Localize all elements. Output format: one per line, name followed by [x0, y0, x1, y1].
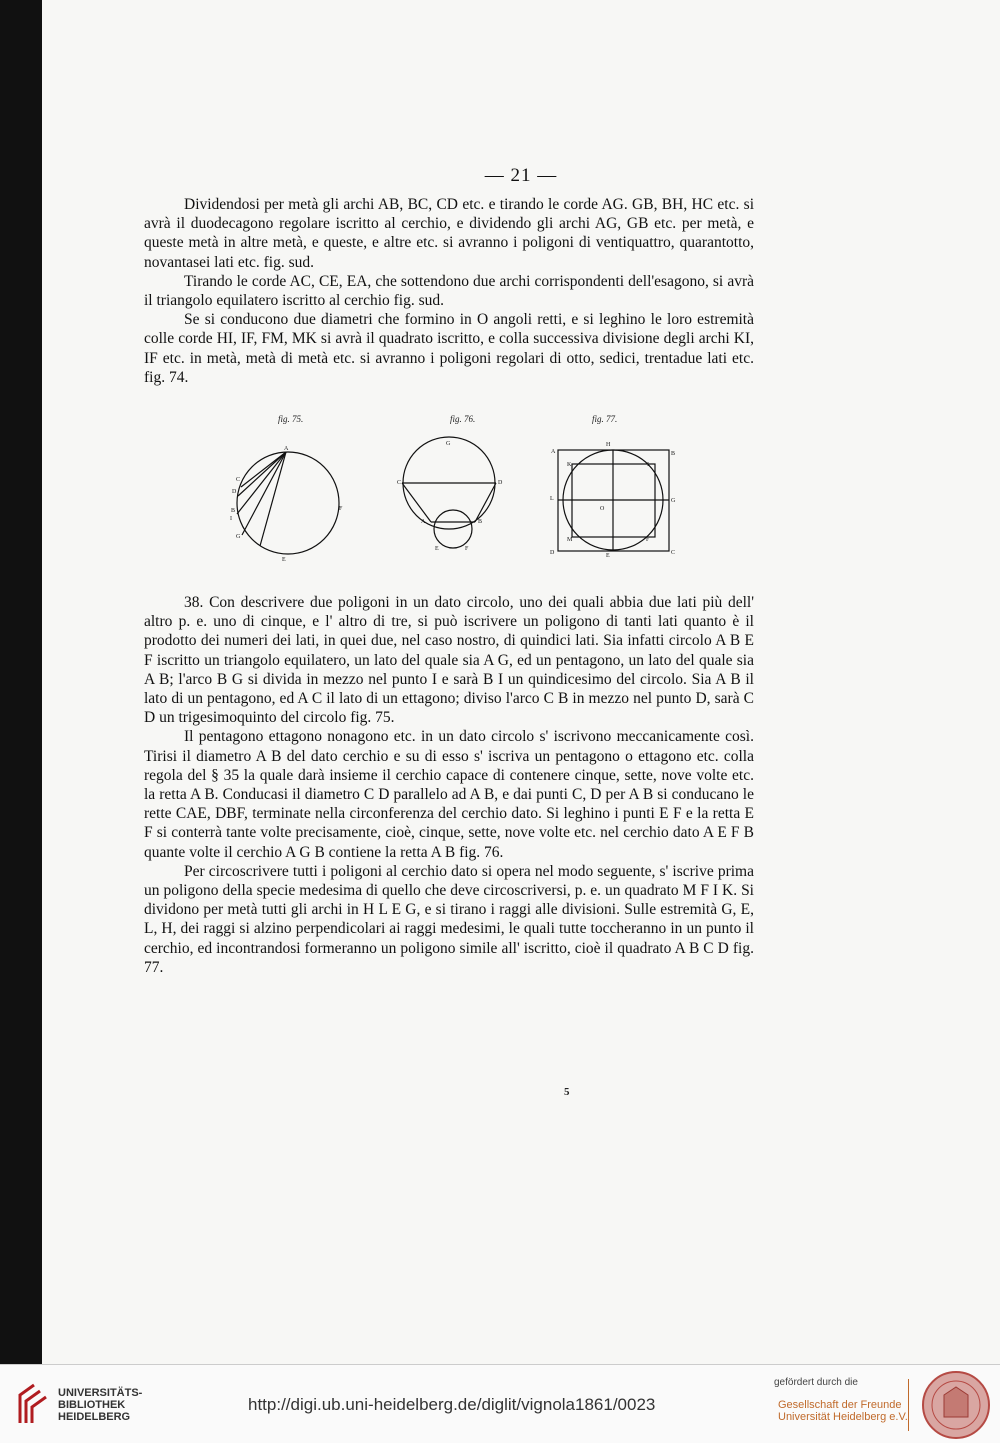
- page-number: — 21 —: [484, 165, 558, 186]
- fig77-point: I: [647, 462, 649, 468]
- fig75-point: F: [339, 506, 343, 512]
- fig76-caption: fig. 76.: [450, 414, 476, 424]
- permalink-url[interactable]: http://digi.ub.uni-heidelberg.de/diglit/vignola1861/0023: [248, 1395, 656, 1414]
- fig77-point: L: [550, 496, 554, 502]
- fig76-point: B: [478, 519, 483, 525]
- paragraph: Per circoscrivere tutti i poligoni al cerchio dato si opera nel modo seguente, s' iscrive prima un poligono della specie medesima di quello che deve circoscriversi, p. e. un quadrato M F I K. Si dividono per metà tutti gli archi in H L E G, e si tirano i raggi alle divisioni. Sulle estremità G, E, L, H, dei raggi si alzino perpendicolari ai raggi medesimi, le quali tutte toccheranno in un punto il cerchio, ed incontrandosi formeranno un poligono simile all' iscritto, cioè il quadrato A B C D fig. 77.: [144, 862, 754, 976]
- fig77-point: E: [606, 553, 610, 559]
- text-block-bottom: [144, 593, 754, 977]
- society-name-line: Universität Heidelberg e.V.: [778, 1411, 908, 1423]
- paragraph: Tirando le corde AC, CE, EA, che sottendono due archi corrispondenti dell'esagono, si avrà il triangolo equilatero iscritto al cerchio fig. sud.: [144, 272, 754, 310]
- fig77-point: C: [671, 550, 676, 556]
- fig75-point: G: [236, 534, 241, 540]
- fig75-point: E: [282, 557, 286, 563]
- paragraph: 38. Con descrivere due poligoni in un dato circolo, uno dei quali abbia due lati più dell' altro p. e. uno di cinque, e l' altro di tre, si può iscrivere un poligono di tanti lati quanto è il prodotto dei numeri dei lati, in quei due, nel caso nostro, di quindici lati. Sia infatti circolo A B E F iscritto un triangolo equilatero, un lato del quale sia A G, ed un pentagono, un lato del quale sia A B; l'arco B G si divida in mezzo nel punto I e sarà B I un quindicesimo del circolo. Sia A B il lato di un pentagono, ed A C il lato di un ettagono; diviso l'arco C B in mezzo nel punto D, sarà C D un trigesimoquinto del circolo fig. 75.: [144, 594, 754, 727]
- fig77-point: K: [567, 462, 572, 468]
- fig75-point: I: [230, 516, 232, 522]
- fig75-caption: fig. 75.: [278, 414, 304, 424]
- fig77-point: H: [606, 442, 611, 448]
- fig75-point: D: [232, 489, 237, 495]
- fig76-point: D: [498, 480, 503, 486]
- fig77-point: F: [646, 537, 650, 543]
- fig75-point: B: [231, 508, 236, 514]
- fig75-point: A: [284, 446, 289, 452]
- fig76-point: A: [421, 519, 426, 525]
- fig77-point: D: [550, 550, 555, 556]
- fig77-point: G: [671, 498, 676, 504]
- fig77-point: M: [567, 537, 573, 543]
- fig76-point: E: [435, 546, 439, 552]
- footer-bar: [0, 1364, 1000, 1443]
- fig77-point: O: [600, 506, 605, 512]
- fig77-point: B: [671, 451, 676, 457]
- university-seal-icon: [920, 1369, 992, 1441]
- footer-divider: [908, 1379, 909, 1431]
- library-name: [58, 1387, 142, 1423]
- paragraph: Se si conducono due diametri che formino in O angoli retti, e si leghino le loro estremità colle corde HI, IF, FM, MK si avrà il quadrato iscritto, e colla successiva divisione degli archi KI, IF etc. in metà, metà di metà etc. si avranno i poligoni regolari di otto, sedici, trentadue lati etc. fig. 74.: [144, 311, 754, 386]
- fig75-point: C: [236, 477, 241, 483]
- society-name[interactable]: [778, 1399, 908, 1423]
- library-name-line: UNIVERSITÄTS-: [58, 1387, 143, 1399]
- fig76-point: G: [446, 441, 451, 447]
- paragraph: Il pentagono ettagono nonagono etc. in un dato circolo s' iscrivono meccanicamente così. Tirisi il diametro A B del dato cerchio e su di esso s' iscriva un pentagono o ettagono etc. colla regola del § 35 la quale darà insieme il cerchio capace di contenere cinque, sette, nove volte etc. la retta A B. Conducasi il diametro C D parallelo ad A B, e dai punti C, D per A B si conducano le rette CAE, DBF, terminate nella circonferenza del cerchio dato. Si leghino i punti E F e la retta E F si conterrà tante volte precisamente, cioè, cinque, sette, nove volte etc. nel cerchio dato A E F B quante volte il cerchio A G B contiene la retta A B fig. 76.: [144, 728, 754, 861]
- society-name-line: Gesellschaft der Freunde: [778, 1399, 902, 1411]
- fig76-point: F: [465, 546, 469, 552]
- fig77-point: A: [551, 449, 556, 455]
- document-page: [42, 0, 1000, 1364]
- library-name-line: BIBLIOTHEK: [58, 1399, 126, 1411]
- fig75-circle: [237, 452, 339, 554]
- library-name-line: HEIDELBERG: [58, 1411, 131, 1423]
- fig76-point: C: [397, 480, 402, 486]
- funded-by-label: gefördert durch die: [774, 1377, 858, 1388]
- library-logo-icon: [14, 1381, 52, 1427]
- fig77-caption: fig. 77.: [592, 414, 618, 424]
- paragraph: Dividendosi per metà gli archi AB, BC, CD etc. e tirando le corde AG. GB, BH, HC etc. si avrà il duodecagono regolare iscritto al cerchio, e dividendo gli archi AG, GB etc. per metà, e queste metà in altre metà, e queste, e altre etc. si avranno i poligoni di ventiquattro, quarantotto, novantasei lati etc. fig. sud.: [144, 196, 754, 271]
- signature-mark: 5: [564, 1086, 570, 1098]
